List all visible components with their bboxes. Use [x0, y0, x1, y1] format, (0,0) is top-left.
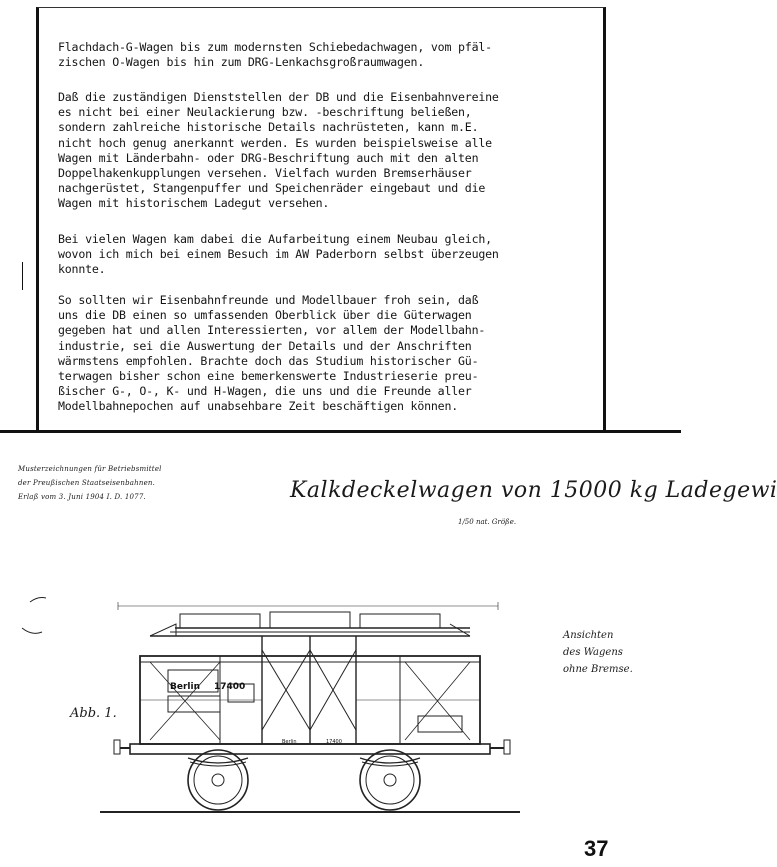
margin-mark	[22, 262, 23, 290]
original-header-line: der Preußischen Staatseisenbahnen.	[18, 479, 156, 487]
wagon-city-small: Berlin	[282, 739, 297, 745]
views-caption-line: Ansichten	[563, 630, 614, 641]
paragraph-1: Flachdach-G-Wagen bis zum modernsten Schiebedachwagen, vom pfäl- zischen O-Wagen bis hin zum DRG-Lenkachsgroßraumwagen.	[58, 40, 492, 70]
section-divider	[0, 430, 681, 433]
paragraph-4: So sollten wir Eisenbahnfreunde und Modellbauer froh sein, daß uns die DB einen so umfassenden Oberblick über die Güterwagen gegeben hat und allen Interessierten, vor allem der Modellbahn- industrie, sei die Auswertung der Details und der Anschriften wärmstens empfohlen. Brachte doch das Studium historischer Gü- terwagen bisher schon eine bemerkenswerte Industrieserie preu- ßischer G-, O-, K- und H-Wagen, die uns und die Freunde aller Modellbahnepochen auf unabsehbare Zeit beschäftigen können.	[58, 293, 486, 414]
views-caption-line: ohne Bremse.	[563, 664, 633, 675]
paragraph-3: Bei vielen Wagen kam dabei die Aufarbeitung einem Neubau gleich, wovon ich mich bei einem Besuch im AW Paderborn selbst überzeugen konnte.	[58, 232, 499, 277]
drawing-title: Kalkdeckelwagen von 15000 kg Ladegewi	[290, 478, 777, 503]
views-caption-line: des Wagens	[563, 647, 623, 658]
figure-label: Abb. 1.	[70, 706, 117, 721]
wagon-number-small: 17400	[326, 739, 342, 745]
original-header-line: Erlaß vom 3. Juni 1904 I. D. 1077.	[18, 493, 146, 501]
wagon-number: 17400	[214, 682, 246, 692]
paragraph-2: Daß die zuständigen Dienststellen der DB und die Eisenbahnvereine es nicht bei einer Neulackierung bzw. -beschriftung beließen, sondern zahlreiche historische Details nachrüsteten, kann m.E. nicht hoch genug anerkannt werden. Es wurden beispielsweise alle Wagen mit Länderbahn- oder DRG-Beschriftung auch mit den alten Doppelhakenkupplungen versehen. Vielfach wurden Bremserhäuser nachgerüstet, Stangenpuffer und Speichenräder eingebaut und die Wagen mit historischem Ladegut versehen.	[58, 90, 499, 211]
scale-note: 1/50 nat. Größe.	[458, 518, 517, 526]
original-header-line: Musterzeichnungen für Betriebsmittel	[18, 465, 162, 473]
wagon-drawing	[0, 590, 681, 830]
page-number: 37	[584, 836, 609, 861]
original-header	[18, 462, 162, 504]
wagon-city: Berlin	[170, 682, 200, 692]
